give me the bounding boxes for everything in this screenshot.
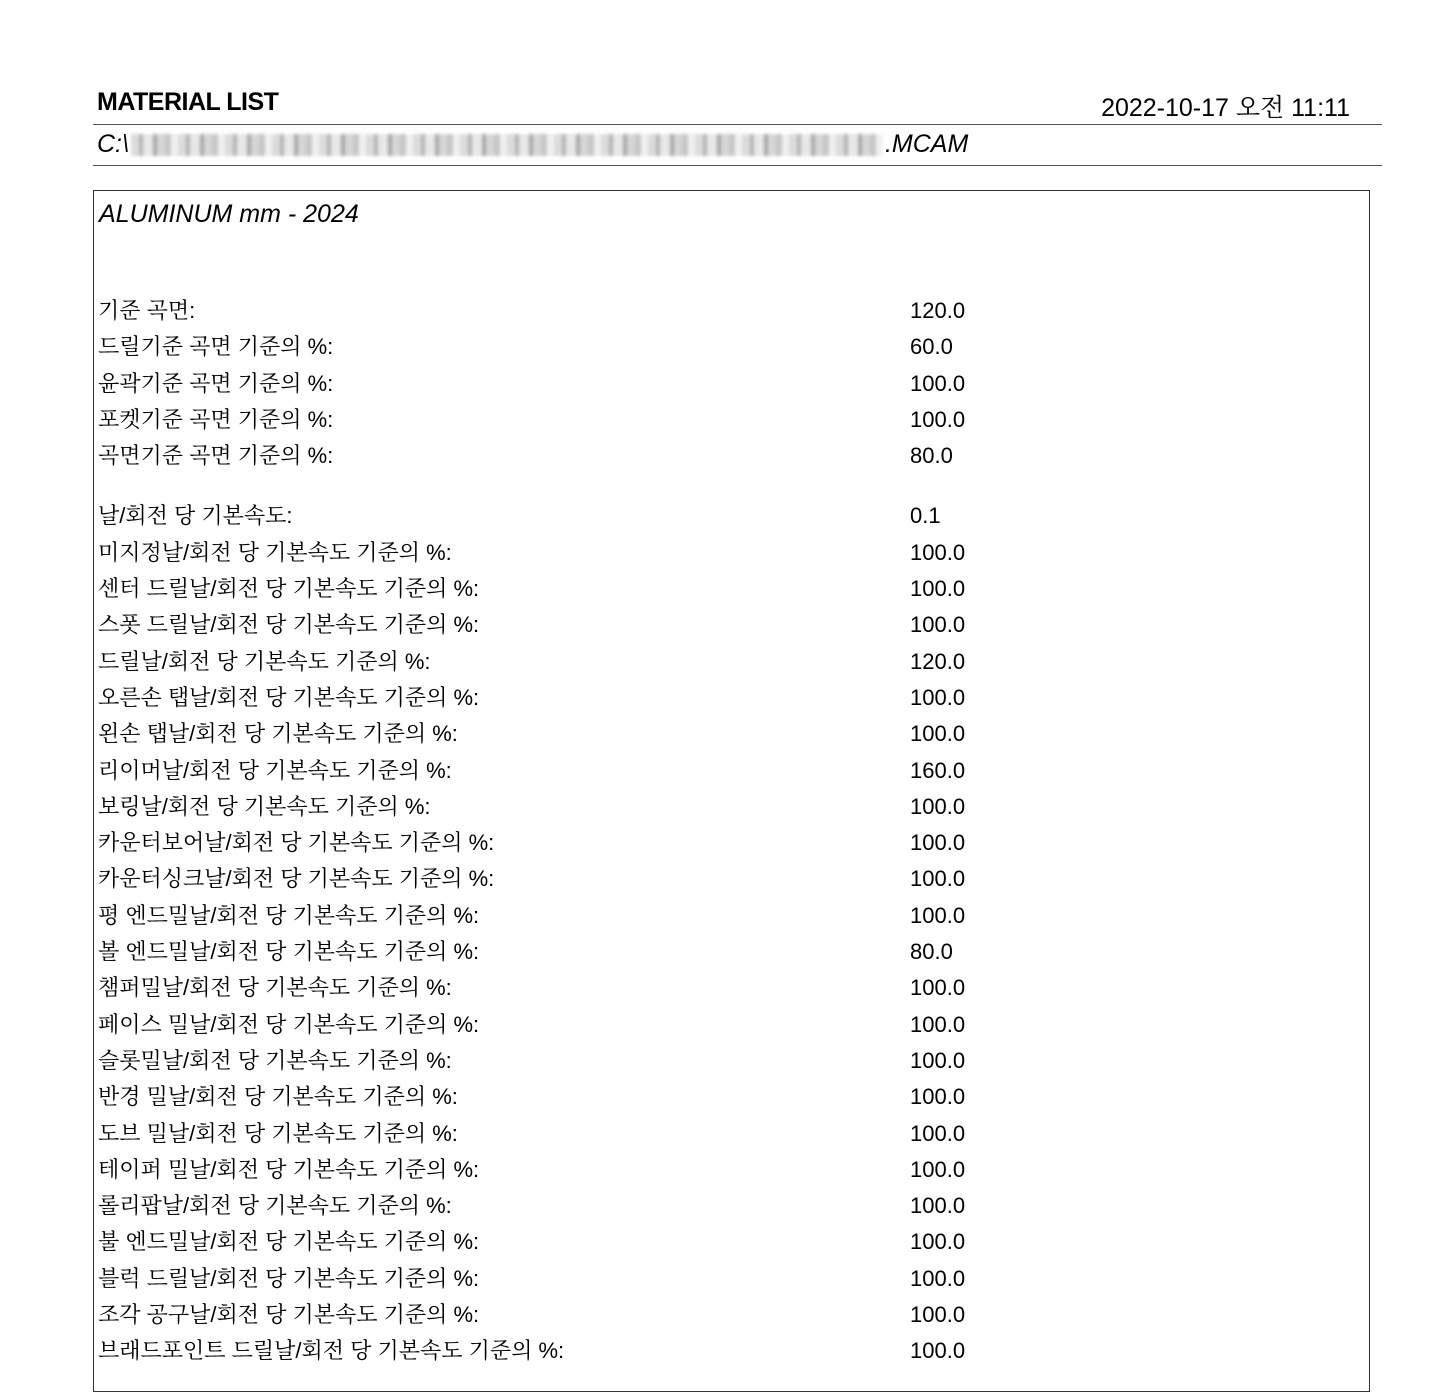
property-row bbox=[94, 366, 1369, 402]
property-value: 100.0 bbox=[910, 866, 966, 892]
property-row bbox=[94, 1261, 1369, 1297]
property-row bbox=[94, 716, 1369, 752]
property-value: 100.0 bbox=[910, 1265, 966, 1291]
property-row bbox=[94, 402, 1369, 438]
file-path-prefix: C:\ bbox=[97, 130, 129, 158]
property-value: 100.0 bbox=[910, 1011, 966, 1037]
property-value: 100.0 bbox=[910, 406, 966, 432]
property-row bbox=[94, 680, 1369, 716]
property-row bbox=[94, 293, 1369, 329]
property-label: 카운터보어날/회전 당 기본속도 기준의 %: bbox=[98, 830, 495, 856]
property-row bbox=[94, 825, 1369, 861]
property-label: 블럭 드릴날/회전 당 기본속도 기준의 %: bbox=[98, 1265, 480, 1291]
property-row bbox=[94, 1152, 1369, 1188]
property-value: 100.0 bbox=[910, 1229, 966, 1255]
material-box bbox=[93, 190, 1370, 1392]
property-value: 160.0 bbox=[910, 757, 966, 783]
property-value: 100.0 bbox=[910, 975, 966, 1001]
property-label: 롤리팝날/회전 당 기본속도 기준의 %: bbox=[98, 1193, 452, 1219]
group-spacer bbox=[94, 474, 1369, 498]
property-row bbox=[94, 1043, 1369, 1079]
property-label: 카운터싱크날/회전 당 기본속도 기준의 %: bbox=[98, 866, 495, 892]
property-value: 100.0 bbox=[910, 1193, 966, 1219]
property-label: 도브 밀날/회전 당 기본속도 기준의 %: bbox=[98, 1120, 458, 1146]
property-value: 80.0 bbox=[910, 939, 953, 965]
property-label: 불 엔드밀날/회전 당 기본속도 기준의 %: bbox=[98, 1229, 480, 1255]
property-value: 100.0 bbox=[910, 830, 966, 856]
property-label: 리이머날/회전 당 기본속도 기준의 %: bbox=[98, 757, 452, 783]
property-row bbox=[94, 970, 1369, 1006]
property-label: 드릴기준 곡면 기준의 %: bbox=[98, 334, 334, 360]
property-row bbox=[94, 1116, 1369, 1152]
property-row bbox=[94, 1333, 1369, 1369]
property-value: 120.0 bbox=[910, 648, 966, 674]
file-path bbox=[97, 130, 968, 159]
property-label: 볼 엔드밀날/회전 당 기본속도 기준의 %: bbox=[98, 939, 480, 965]
property-label: 보링날/회전 당 기본속도 기준의 %: bbox=[98, 793, 431, 819]
property-label: 드릴날/회전 당 기본속도 기준의 %: bbox=[98, 648, 431, 674]
property-label: 브래드포인트 드릴날/회전 당 기본속도 기준의 %: bbox=[98, 1338, 565, 1364]
property-value: 100.0 bbox=[910, 902, 966, 928]
property-row bbox=[94, 498, 1369, 534]
property-value: 100.0 bbox=[910, 1084, 966, 1110]
property-value: 100.0 bbox=[910, 721, 966, 747]
property-value: 100.0 bbox=[910, 684, 966, 710]
property-row bbox=[94, 1188, 1369, 1224]
header-divider-bottom bbox=[93, 165, 1382, 166]
property-row bbox=[94, 789, 1369, 825]
property-value: 100.0 bbox=[910, 576, 966, 602]
property-label: 포켓기준 곡면 기준의 %: bbox=[98, 406, 334, 432]
surface-speed-group bbox=[94, 293, 1369, 474]
property-label: 조각 공구날/회전 당 기본속도 기준의 %: bbox=[98, 1302, 480, 1328]
property-label: 윤곽기준 곡면 기준의 %: bbox=[98, 370, 334, 396]
property-label: 스폿 드릴날/회전 당 기본속도 기준의 %: bbox=[98, 612, 480, 638]
property-value: 100.0 bbox=[910, 1156, 966, 1182]
property-row bbox=[94, 571, 1369, 607]
property-row bbox=[94, 1224, 1369, 1260]
property-row bbox=[94, 607, 1369, 643]
property-value: 0.1 bbox=[910, 503, 941, 529]
property-value: 120.0 bbox=[910, 298, 966, 323]
property-value: 100.0 bbox=[910, 1047, 966, 1073]
property-label: 슬롯밀날/회전 당 기본속도 기준의 %: bbox=[98, 1047, 452, 1073]
property-row bbox=[94, 934, 1369, 970]
property-value: 100.0 bbox=[910, 1120, 966, 1146]
property-value: 100.0 bbox=[910, 612, 966, 638]
property-row bbox=[94, 1007, 1369, 1043]
property-row bbox=[94, 1079, 1369, 1115]
property-value: 60.0 bbox=[910, 334, 953, 360]
property-row bbox=[94, 861, 1369, 897]
property-row bbox=[94, 1297, 1369, 1333]
material-properties bbox=[94, 293, 1369, 1370]
property-value: 100.0 bbox=[910, 793, 966, 819]
property-row bbox=[94, 438, 1369, 474]
property-row bbox=[94, 898, 1369, 934]
property-label: 페이스 밀날/회전 당 기본속도 기준의 %: bbox=[98, 1011, 480, 1037]
property-value: 100.0 bbox=[910, 370, 966, 396]
property-value: 80.0 bbox=[910, 443, 953, 469]
property-value: 100.0 bbox=[910, 1302, 966, 1328]
redacted-path-segment bbox=[131, 134, 883, 156]
property-row bbox=[94, 753, 1369, 789]
property-label: 테이퍼 밀날/회전 당 기본속도 기준의 %: bbox=[98, 1156, 480, 1182]
property-label: 챔퍼밀날/회전 당 기본속도 기준의 %: bbox=[98, 975, 452, 1001]
property-row bbox=[94, 644, 1369, 680]
property-label: 날/회전 당 기본속도: bbox=[98, 503, 293, 529]
property-label: 오른손 탭날/회전 당 기본속도 기준의 %: bbox=[98, 684, 480, 710]
feed-per-tooth-group bbox=[94, 498, 1369, 1369]
material-name: ALUMINUM mm - 2024 bbox=[99, 200, 359, 228]
property-label: 왼손 탭날/회전 당 기본속도 기준의 %: bbox=[98, 721, 458, 747]
property-row bbox=[94, 535, 1369, 571]
property-label: 기준 곡면: bbox=[98, 298, 196, 323]
property-value: 100.0 bbox=[910, 539, 966, 565]
property-value: 100.0 bbox=[910, 1338, 966, 1364]
header-divider-top bbox=[93, 124, 1382, 125]
property-label: 미지정날/회전 당 기본속도 기준의 %: bbox=[98, 539, 452, 565]
property-row bbox=[94, 329, 1369, 365]
file-path-suffix: .MCAM bbox=[884, 130, 969, 158]
property-label: 반경 밀날/회전 당 기본속도 기준의 %: bbox=[98, 1084, 458, 1110]
report-title: MATERIAL LIST bbox=[97, 88, 279, 116]
property-label: 센터 드릴날/회전 당 기본속도 기준의 %: bbox=[98, 576, 480, 602]
report-date: 2022-10-17 오전 11:11 bbox=[1101, 94, 1350, 122]
property-label: 평 엔드밀날/회전 당 기본속도 기준의 %: bbox=[98, 902, 480, 928]
property-label: 곡면기준 곡면 기준의 %: bbox=[98, 443, 334, 469]
